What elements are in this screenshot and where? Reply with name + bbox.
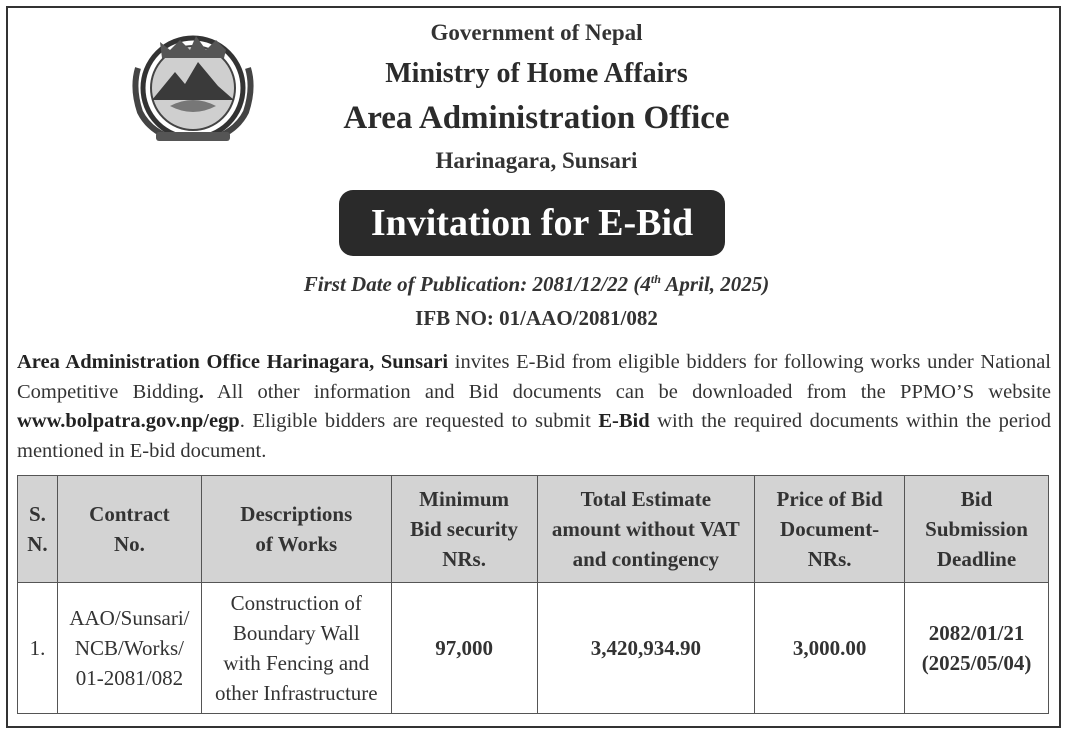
header-contract-no: Contract No. xyxy=(57,476,201,583)
cell-total-estimate: 3,420,934.90 xyxy=(537,583,755,714)
cell-submission-deadline: 2082/01/21 (2025/05/04) xyxy=(905,583,1049,714)
cell-price-of-bid-document: 3,000.00 xyxy=(755,583,905,714)
cell-description: Construction of Boundary Wall with Fencing and other Infrastructure xyxy=(201,583,391,714)
office-title: Area Administration Office xyxy=(343,100,730,136)
notice-paragraph: Area Administration Office Harinagara, Sunsari invites E-Bid from eligible bidders for following works under National Competitive Bidding. All other information and Bid documents can be downloaded from the PPMO’S website www.bolpatra.gov.np/egp. Eligible bidders are requested to submit E-Bid with the required documents within the period mentioned in E-bid document. xyxy=(17,351,1052,462)
table-row xyxy=(18,583,1049,714)
cell-bid-security: 97,000 xyxy=(391,583,537,714)
header-sn: S. N. xyxy=(18,476,58,583)
cell-sn: 1. xyxy=(18,583,58,714)
header-submission-deadline: Bid Submission Deadline xyxy=(905,476,1049,583)
ifb-number: IFB NO: 01/AAO/2081/082 xyxy=(415,306,658,330)
ppmo-website-link: www.bolpatra.gov.np/egp xyxy=(17,410,240,432)
header-price-of-bid-document: Price of Bid Document- NRs. xyxy=(755,476,905,583)
notice-office-name: Area Administration Office Harinagara, Sunsari xyxy=(17,351,449,373)
invitation-banner: Invitation for E-Bid xyxy=(339,190,725,256)
ministry-title: Ministry of Home Affairs xyxy=(385,58,688,89)
header-bid-security: Minimum Bid security NRs. xyxy=(391,476,537,583)
cell-contract-no: AAO/Sunsari/ NCB/Works/ 01-2081/082 xyxy=(57,583,201,714)
bid-table xyxy=(17,475,1049,714)
office-location: Harinagara, Sunsari xyxy=(435,148,638,173)
table-header-row xyxy=(18,476,1049,583)
publication-date: First Date of Publication: 2081/12/22 (4th April, 2025) xyxy=(303,272,770,296)
header-total-estimate: Total Estimate amount without VAT and contingency xyxy=(537,476,755,583)
header-descriptions: Descriptions of Works xyxy=(201,476,391,583)
government-title: Government of Nepal xyxy=(430,20,643,45)
